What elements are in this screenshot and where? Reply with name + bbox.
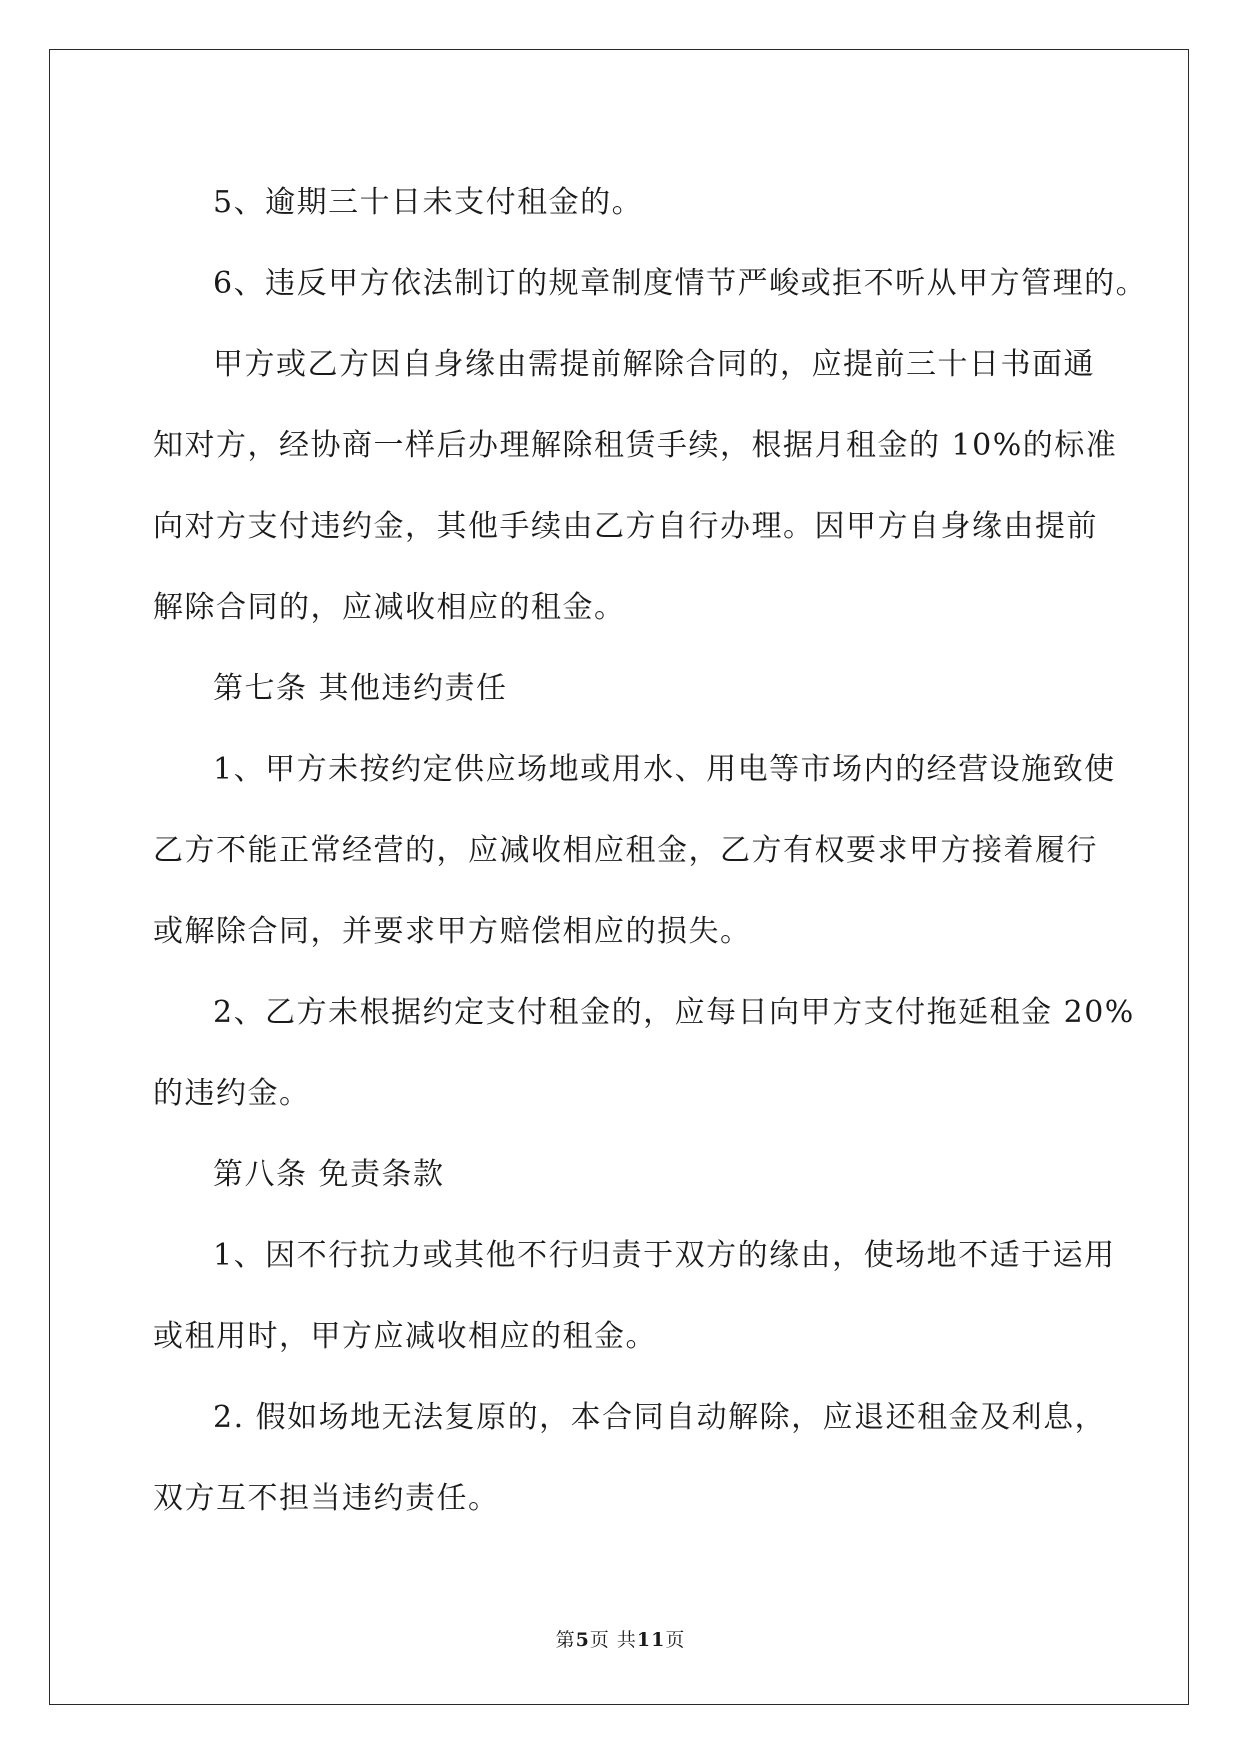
footer-mid: 页 共 [589, 1629, 637, 1651]
paragraph-line: 双方互不担当违约责任。 [153, 1481, 500, 1516]
page-footer [0, 1625, 1241, 1652]
paragraph-line: 5、逾期三十日未支付租金的。 [213, 185, 644, 220]
paragraph-line: 6、违反甲方依法制订的规章制度情节严峻或拒不听从甲方管理的。 [213, 266, 1148, 301]
paragraph-line: 甲方或乙方因自身缘由需提前解除合同的，应提前三十日书面通 [213, 347, 1095, 382]
paragraph-line: 2、乙方未根据约定支付租金的，应每日向甲方支付拖延租金 20% [213, 995, 1135, 1030]
current-page-number: 5 [575, 1629, 590, 1651]
section-heading: 第八条 免责条款 [213, 1157, 445, 1192]
paragraph-line: 1、因不行抗力或其他不行归责于双方的缘由，使场地不适于运用 [213, 1238, 1116, 1273]
section-heading: 第七条 其他违约责任 [213, 671, 508, 706]
paragraph-line: 的违约金。 [153, 1076, 311, 1111]
paragraph-line: 知对方，经协商一样后办理解除租赁手续，根据月租金的 10%的标准 [153, 428, 1118, 463]
paragraph-line: 乙方不能正常经营的，应减收相应租金，乙方有权要求甲方接着履行 [153, 833, 1098, 868]
footer-prefix: 第 [555, 1629, 576, 1651]
paragraph-line: 1、甲方未按约定供应场地或用水、用电等市场内的经营设施致使 [213, 752, 1116, 787]
paragraph-line: 或解除合同，并要求甲方赔偿相应的损失。 [153, 914, 752, 949]
document-body [153, 162, 1148, 1539]
paragraph-line: 解除合同的，应减收相应的租金。 [153, 590, 626, 625]
total-page-number: 11 [636, 1629, 666, 1651]
footer-suffix: 页 [665, 1629, 686, 1651]
paragraph-line: 2. 假如场地无法复原的，本合同自动解除，应退还租金及利息， [213, 1400, 1107, 1435]
paragraph-line: 向对方支付违约金，其他手续由乙方自行办理。因甲方自身缘由提前 [153, 509, 1098, 544]
paragraph-line: 或租用时，甲方应减收相应的租金。 [153, 1319, 657, 1354]
